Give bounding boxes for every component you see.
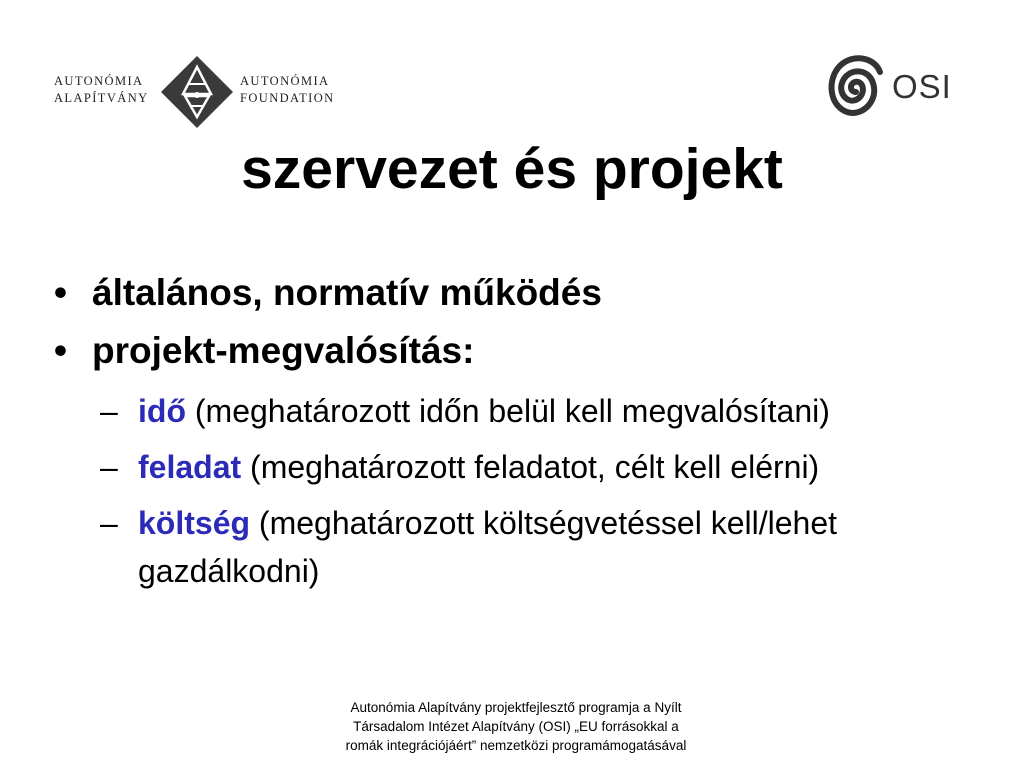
logo-line: FOUNDATION bbox=[240, 91, 335, 105]
sub-bullet-description: (meghatározott költségvetéssel kell/lehet gazdálkodni) bbox=[138, 505, 837, 589]
logo-text-english bbox=[240, 73, 335, 107]
footer-line: Autonómia Alapítvány projektfejlesztő programja a Nyílt bbox=[350, 700, 682, 715]
slide-title: szervezet és projekt bbox=[241, 137, 783, 201]
logo-line: AUTONÓMIA bbox=[54, 74, 144, 88]
sub-bullet-description: (meghatározott időn belül kell megvalósítani) bbox=[194, 393, 830, 429]
bullet-item bbox=[54, 264, 954, 322]
autonomia-logo bbox=[52, 54, 348, 130]
sub-bullet-marker: – bbox=[100, 505, 118, 541]
sub-bullet-description: (meghatározott feladatot, célt kell elérni) bbox=[250, 449, 820, 485]
footer-line: romák integrációjáért” nemzetközi programámogatásával bbox=[345, 738, 687, 753]
sub-bullet-list bbox=[54, 387, 954, 603]
logo-line: ALAPÍTVÁNY bbox=[54, 91, 149, 105]
sub-bullet-term: feladat bbox=[138, 449, 242, 485]
bullet-list bbox=[54, 264, 954, 380]
logo-line: AUTONÓMIA bbox=[240, 74, 330, 88]
sub-bullet-marker: – bbox=[100, 449, 118, 485]
sub-bullet-term: költség bbox=[138, 505, 251, 541]
autonomia-emblem-icon bbox=[159, 54, 235, 130]
bullet-text: projekt-megvalósítás: bbox=[92, 330, 475, 371]
footer-line: Társadalom Intézet Alapítvány (OSI) „EU forrásokkal a bbox=[353, 719, 679, 734]
bullet-marker: • bbox=[54, 272, 67, 313]
sub-bullet-marker: – bbox=[100, 393, 118, 429]
osi-wordmark: OSI bbox=[892, 68, 952, 105]
osi-spiral-icon bbox=[822, 48, 886, 134]
bullet-text: általános, normatív működés bbox=[92, 272, 602, 313]
footer-note bbox=[296, 698, 736, 755]
sub-bullet-item bbox=[54, 387, 898, 435]
osi-logo bbox=[822, 48, 954, 134]
sub-bullet-item bbox=[54, 443, 898, 491]
sub-bullet-item bbox=[54, 499, 898, 595]
sub-bullet-term: idő bbox=[138, 393, 186, 429]
logo-text-hungarian bbox=[54, 73, 149, 107]
bullet-item bbox=[54, 322, 954, 380]
bullet-marker: • bbox=[54, 330, 67, 371]
